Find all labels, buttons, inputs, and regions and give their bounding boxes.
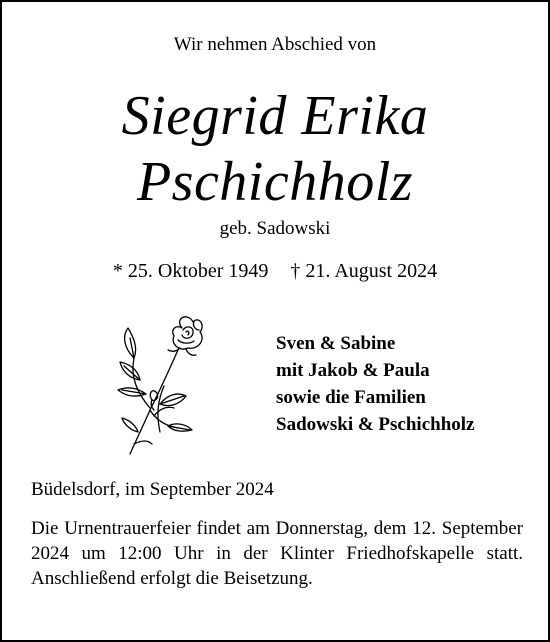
mourners-line: Sadowski & Pschichholz <box>276 414 475 435</box>
maiden-name: geb. Sadowski <box>219 218 331 239</box>
mourners-list <box>276 330 474 438</box>
deceased-name-last: Pschichholz <box>136 151 414 213</box>
rose-drawing-icon <box>94 308 214 458</box>
place-and-date: Büdelsdorf, im September 2024 <box>31 479 274 500</box>
life-dates <box>2 259 548 283</box>
funeral-info: Die Urnentrauerfeier findet am Donnerstag, dem 12. September 2024 um 12:00 Uhr in der Klinter Friedhofskapelle statt. Anschließend erfolgt die Beisetzung. <box>31 518 523 589</box>
mourners-line: mit Jakob & Paula <box>276 360 430 381</box>
death-date: † 21. August 2024 <box>290 260 438 282</box>
deceased-name-first: Siegrid Erika <box>121 85 429 147</box>
intro-text: Wir nehmen Abschied von <box>173 34 377 55</box>
mourners-line: Sven & Sabine <box>276 333 396 354</box>
mourners-line: sowie die Familien <box>276 387 426 408</box>
birth-date: * 25. Oktober 1949 <box>112 260 269 282</box>
